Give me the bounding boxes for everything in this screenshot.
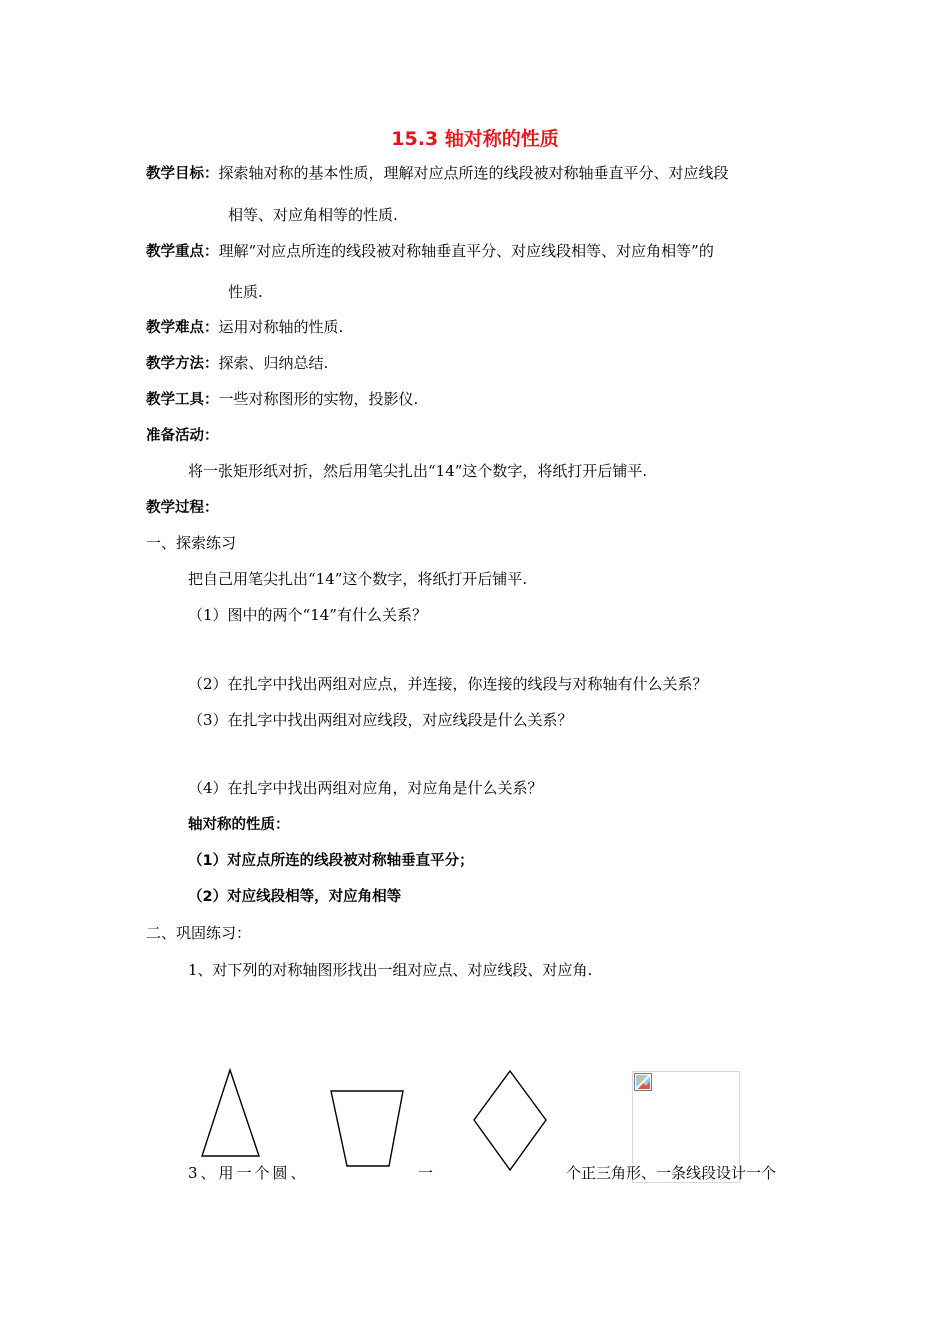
section-1-intro: 把自己用笔尖扎出“14”这个数字，将纸打开后铺平.	[188, 570, 528, 588]
difficulty-label: 教学难点：	[146, 320, 219, 336]
objective-text-1: 探索轴对称的基本性质，理解对应点所连的线段被对称轴垂直平分、对应线段	[218, 164, 729, 182]
preparation-label: 准备活动：	[146, 428, 219, 444]
key-point-text-2: 性质.	[228, 283, 263, 301]
key-point-text-1: 理解“对应点所连的线段被对称轴垂直平分、对应线段相等、对应角相等”的	[218, 242, 714, 260]
exercise-1: 1、对下列的对称轴图形找出一组对应点、对应线段、对应角.	[188, 961, 593, 979]
question-2: （2）在扎字中找出两组对应点，并连接，你连接的线段与对称轴有什么关系？	[188, 675, 708, 693]
question-3: （3）在扎字中找出两组对应线段，对应线段是什么关系？	[188, 711, 573, 729]
difficulty-line	[146, 317, 343, 338]
section-2-heading: 二、巩固练习：	[146, 924, 252, 942]
tools-text: 一些对称图形的实物，投影仪.	[218, 390, 419, 408]
exercise-3-part-a: 3、用一个圆、	[188, 1164, 309, 1182]
section-1-heading: 一、探索练习	[146, 534, 237, 552]
process-label: 教学过程：	[146, 500, 219, 516]
exercise-3-part-b: 一	[418, 1164, 434, 1182]
difficulty-text: 运用对称轴的性质.	[218, 318, 344, 336]
preparation-text: 将一张矩形纸对折，然后用笔尖扎出“14”这个数字，将纸打开后铺平.	[188, 462, 648, 480]
key-point-label: 教学重点：	[146, 244, 219, 260]
method-text: 探索、归纳总结.	[218, 354, 329, 372]
method-line	[146, 353, 328, 374]
isosceles-trapezoid-figure	[331, 1091, 403, 1166]
property-1: （1）对应点所连的线段被对称轴垂直平分；	[188, 853, 474, 869]
isosceles-triangle-figure	[202, 1070, 259, 1156]
question-1: （1）图中的两个“14”有什么关系？	[188, 606, 427, 624]
exercise-3-part-c: 个正三角形、一条线段设计一个	[566, 1164, 777, 1182]
objective-text-2: 相等、对应角相等的性质.	[228, 206, 398, 224]
objective-line-1	[146, 163, 729, 184]
properties-heading: 轴对称的性质：	[188, 817, 290, 833]
method-label: 教学方法：	[146, 356, 219, 372]
tools-label: 教学工具：	[146, 392, 219, 408]
page-title: 15.3 轴对称的性质	[391, 128, 559, 150]
objective-label: 教学目标：	[146, 166, 219, 182]
tools-line	[146, 389, 418, 410]
broken-image-icon	[634, 1073, 652, 1091]
property-2: （2）对应线段相等，对应角相等	[188, 889, 402, 905]
rhombus-figure	[474, 1071, 546, 1170]
question-4: （4）在扎字中找出两组对应角，对应角是什么关系？	[188, 779, 543, 797]
key-point-line-1	[146, 241, 714, 262]
